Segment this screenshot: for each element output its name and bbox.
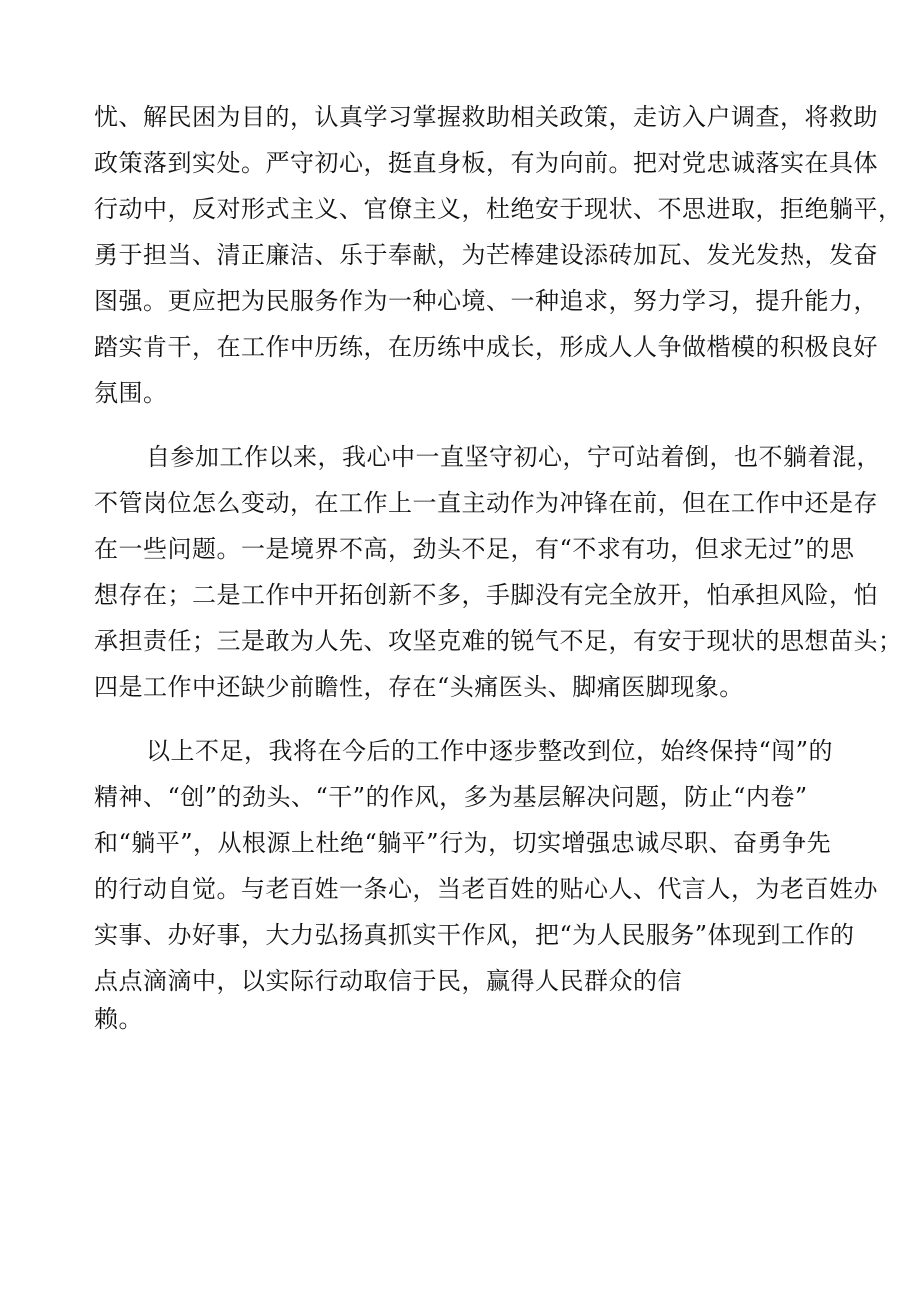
paragraph-2-line-5: 承担责任；三是敢为人先、攻坚克难的锐气不足，有安于现状的思想苗头； — [94, 627, 903, 655]
paragraph-3-line-6: 点点滴滴中，以实际行动取信于民，赢得人民群众的信 — [94, 967, 682, 995]
paragraph-3-line-2: 精神、“创”的劲头、“干”的作风，多为基层解决问题，防止“内卷” — [94, 783, 808, 811]
paragraph-2-line-3: 在一些问题。一是境界不高，劲头不足，有“不求有功，但求无过”的思 — [94, 535, 855, 563]
paragraph-1-line-5: 图强。更应把为民服务作为一种心境、一种追求，努力学习，提升能力， — [94, 287, 878, 315]
paragraph-2-line-4: 想存在；二是工作中开拓创新不多，手脚没有完全放开，怕承担风险，怕 — [94, 581, 878, 609]
paragraph-1-line-2: 政策落到实处。严守初心，挺直身板，有为向前。把对党忠诚落实在具体 — [94, 149, 878, 177]
paragraph-2-line-2: 不管岗位怎么变动，在工作上一直主动作为冲锋在前，但在工作中还是存 — [94, 489, 878, 517]
paragraph-3-line-7: 赖。 — [94, 1005, 143, 1033]
paragraph-1-line-6: 踏实肯干，在工作中历练，在历练中成长，形成人人争做楷模的积极良好 — [94, 333, 878, 361]
paragraph-3-line-1: 以上不足，我将在今后的工作中逐步整改到位，始终保持“闯”的 — [146, 737, 834, 765]
paragraph-1-line-1: 忧、解民困为目的，认真学习掌握救助相关政策，走访入户调查，将救助 — [94, 103, 878, 131]
paragraph-3-line-4: 的行动自觉。与老百姓一条心，当老百姓的贴心人、代言人，为老百姓办 — [94, 875, 878, 903]
paragraph-2-line-1: 自参加工作以来，我心中一直坚守初心，宁可站着倒，也不躺着混， — [146, 443, 881, 471]
paragraph-2-line-6: 四是工作中还缺少前瞻性，存在“头痛医头、脚痛医脚现象。 — [94, 673, 744, 701]
paragraph-3-line-3: 和“躺平”，从根源上杜绝“躺平”行为，切实增强忠诚尽职、奋勇争先 — [94, 829, 832, 857]
paragraph-1-line-4: 勇于担当、清正廉洁、乐于奉献，为芒棒建设添砖加瓦、发光发热，发奋 — [94, 241, 878, 269]
paragraph-3-line-5: 实事、办好事，大力弘扬真抓实干作风，把“为人民服务”体现到工作的 — [94, 921, 855, 949]
paragraph-1-line-3: 行动中，反对形式主义、官僚主义，杜绝安于现状、不思进取，拒绝躺平， — [94, 195, 903, 223]
paragraph-1-line-7: 氛围。 — [94, 379, 168, 407]
